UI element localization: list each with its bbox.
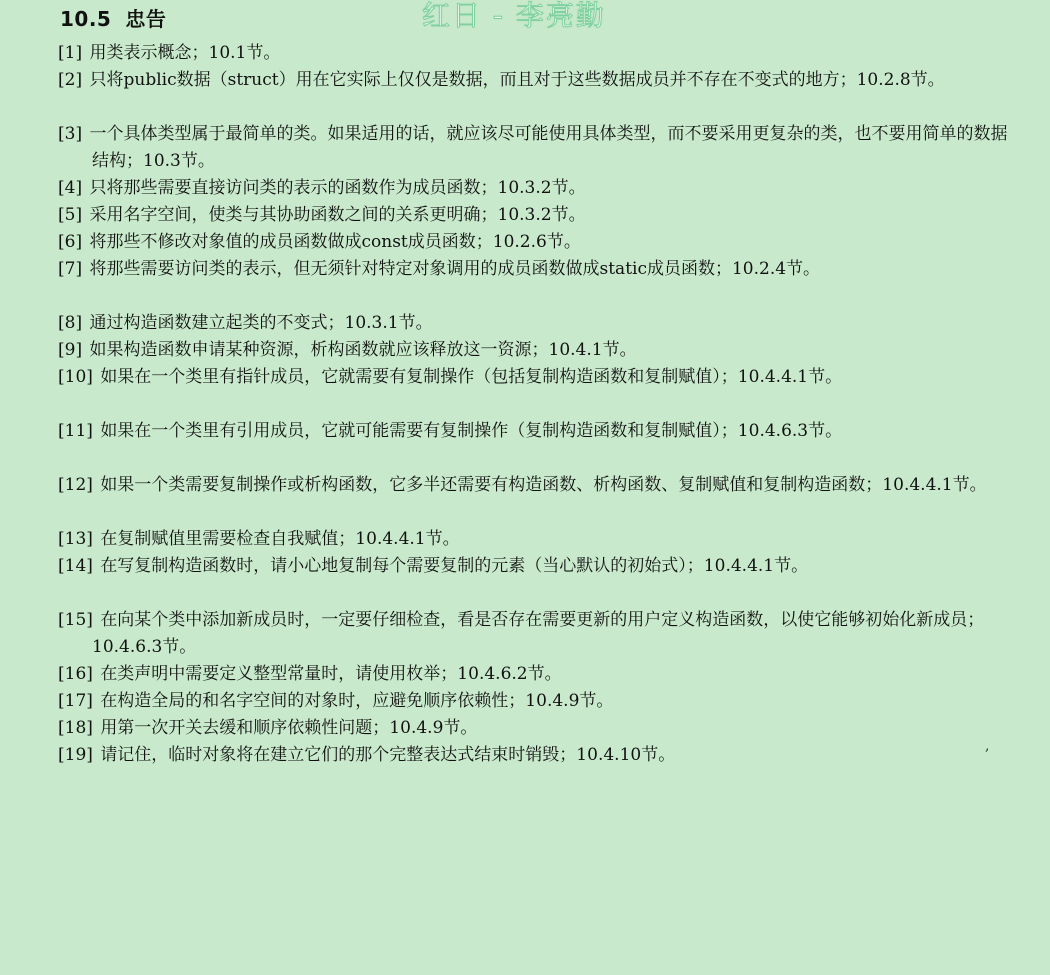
advice-index: [7]	[58, 259, 83, 279]
advice-text: 用类表示概念；10.1节。	[89, 43, 281, 63]
advice-text: 只将那些需要直接访问类的表示的函数作为成员函数；10.3.2节。	[89, 178, 586, 198]
advice-index: [3]	[58, 124, 83, 144]
advice-index: [16]	[58, 664, 93, 684]
advice-text: 在向某个类中添加新成员时，一定要仔细检查，看是否存在需要更新的用户定义构造函数，以使它能够初始化新成员；10.4.6.3节。	[92, 610, 985, 657]
advice-index: [8]	[58, 313, 83, 333]
advice-index: [6]	[58, 232, 83, 252]
advice-index: [1]	[58, 43, 83, 63]
advice-text: 将那些不修改对象值的成员函数做成const成员函数；10.2.6节。	[89, 232, 581, 252]
advice-text: 请记住，临时对象将在建立它们的那个完整表达式结束时销毁；10.4.10节。	[100, 745, 676, 765]
advice-item-8	[58, 310, 1010, 337]
advice-text: 一个具体类型属于最简单的类。如果适用的话，就应该尽可能使用具体类型，而不要采用更复杂的类，也不要用简单的数据结构；10.3节。	[89, 124, 1008, 171]
watermark: 红日 - 李亮勤	[422, 0, 606, 32]
advice-index: [15]	[58, 610, 93, 630]
advice-item-5	[58, 202, 1010, 229]
advice-index: [19]	[58, 745, 93, 765]
advice-text: 通过构造函数建立起类的不变式；10.3.1节。	[89, 313, 433, 333]
advice-text: 如果一个类需要复制操作或析构函数，它多半还需要有构造函数、析构函数、复制赋值和复制构造函数；10.4.4.1节。	[100, 475, 987, 495]
section-title-text: 忠告	[125, 7, 167, 31]
advice-item-4	[58, 175, 1010, 202]
advice-item-9	[58, 337, 1010, 364]
advice-text: 如果构造函数申请某种资源，析构函数就应该释放这一资源；10.4.1节。	[89, 340, 637, 360]
advice-item-16	[58, 661, 1010, 688]
advice-text: 如果在一个类里有引用成员，它就可能需要有复制操作（复制构造函数和复制赋值）；10.4.6.3节。	[100, 421, 843, 441]
advice-text: 采用名字空间，使类与其协助函数之间的关系更明确；10.3.2节。	[89, 205, 586, 225]
advice-item-10	[58, 364, 1010, 418]
section-number: 10.5	[60, 7, 112, 31]
advice-item-2	[58, 67, 1010, 121]
advice-index: [13]	[58, 529, 93, 549]
stray-mark: ,	[985, 738, 990, 754]
advice-index: [17]	[58, 691, 93, 711]
advice-text: 在写复制构造函数时，请小心地复制每个需要复制的元素（当心默认的初始式）；10.4.4.1节。	[100, 556, 809, 576]
advice-text: 在类声明中需要定义整型常量时，请使用枚举；10.4.6.2节。	[100, 664, 562, 684]
advice-item-17	[58, 688, 1010, 715]
advice-index: [18]	[58, 718, 93, 738]
advice-index: [14]	[58, 556, 93, 576]
advice-list	[0, 40, 1050, 769]
advice-index: [10]	[58, 367, 93, 387]
advice-text: 将那些需要访问类的表示，但无须针对特定对象调用的成员函数做成static成员函数；10.2.4节。	[89, 259, 821, 279]
advice-item-11	[58, 418, 1010, 472]
advice-text: 在复制赋值里需要检查自我赋值；10.4.4.1节。	[100, 529, 460, 549]
advice-item-1	[58, 40, 1010, 67]
advice-index: [9]	[58, 340, 83, 360]
advice-index: [11]	[58, 421, 93, 441]
advice-text: 在构造全局的和名字空间的对象时，应避免顺序依赖性；10.4.9节。	[100, 691, 614, 711]
advice-text: 只将public数据（struct）用在它实际上仅仅是数据，而且对于这些数据成员并不存在不变式的地方；10.2.8节。	[89, 70, 945, 90]
advice-text: 如果在一个类里有指针成员，它就需要有复制操作（包括复制构造函数和复制赋值）；10.4.4.1节。	[100, 367, 843, 387]
section-title	[60, 3, 166, 32]
advice-item-18	[58, 715, 1010, 742]
advice-item-12	[58, 472, 1010, 526]
advice-item-19	[58, 742, 1010, 769]
advice-item-14	[58, 553, 1010, 607]
advice-item-13	[58, 526, 1010, 553]
advice-index: [2]	[58, 70, 83, 90]
advice-index: [4]	[58, 178, 83, 198]
section-header	[0, 0, 1050, 40]
advice-index: [5]	[58, 205, 83, 225]
advice-index: [12]	[58, 475, 93, 495]
advice-item-6	[58, 229, 1010, 256]
advice-item-3	[58, 121, 1010, 175]
advice-item-7	[58, 256, 1010, 310]
advice-item-15	[58, 607, 1010, 661]
advice-text: 用第一次开关去缓和顺序依赖性问题；10.4.9节。	[100, 718, 478, 738]
